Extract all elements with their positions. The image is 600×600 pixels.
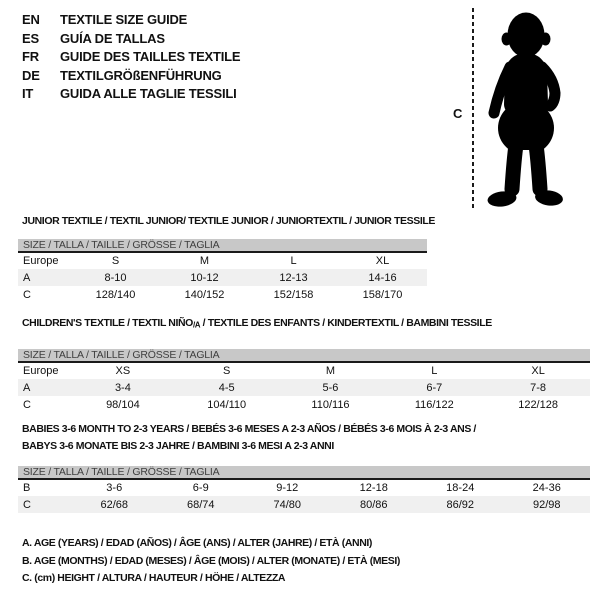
guide-title-de: TEXTILGRÖßENFÜHRUNG <box>60 67 222 83</box>
size-header-bar: SIZE / TALLA / TAILLE / GRÖSSE / TAGLIA <box>18 349 590 362</box>
row-label-cell: C <box>23 498 31 511</box>
row-label-cell: Europe <box>23 255 59 267</box>
size-cell: M <box>199 255 210 267</box>
size-cell: XS <box>115 365 131 377</box>
size-header-row <box>18 349 590 362</box>
language-code: IT <box>22 86 34 101</box>
language-row <box>22 30 240 49</box>
value-cell: 9-12 <box>276 482 299 494</box>
size-cell: S <box>223 365 231 377</box>
region-sizes-row <box>18 252 427 269</box>
value-cell: 10-12 <box>190 271 219 284</box>
size-header-row <box>18 466 590 479</box>
value-cell: 4-5 <box>218 381 235 394</box>
babies-title-line2: BABYS 3-6 MONATE BIS 2-3 JAHRE / BAMBINI 3-6 MESI A 2-3 ANNI <box>22 439 334 452</box>
value-cell: 92/98 <box>532 498 561 511</box>
value-cell: 12-13 <box>279 271 308 284</box>
value-cell: 74/80 <box>273 498 302 511</box>
value-cell: 6-9 <box>192 482 209 494</box>
height-marker-label: C <box>453 106 463 121</box>
children-size-table <box>18 349 590 413</box>
guide-title-en: TEXTILE SIZE GUIDE <box>60 12 188 27</box>
row-label-cell: B <box>23 482 31 494</box>
height-cm-row <box>18 496 590 513</box>
value-cell: 116/122 <box>414 398 454 411</box>
footnotes <box>22 535 400 588</box>
value-cell: 80/86 <box>359 498 388 511</box>
babies-title-line1: BABIES 3-6 MONTH TO 2-3 YEARS / BEBÉS 3-6 MESES A 2-3 AÑOS / BÉBÉS 3-6 MOIS À 2-3 ANS / <box>22 423 476 435</box>
size-cell: L <box>290 255 297 267</box>
value-cell: 62/68 <box>100 498 129 511</box>
language-row <box>22 48 240 67</box>
value-cell: 122/128 <box>518 398 558 411</box>
baby-silhouette-image <box>481 9 571 209</box>
height-cm-row <box>18 286 427 303</box>
language-code: DE <box>22 67 40 83</box>
children-title-text: CHILDREN'S TEXTILE / TEXTIL NIÑO <box>22 317 193 329</box>
children-title-subscript: /A <box>192 320 201 330</box>
value-cell: 3-6 <box>106 482 123 494</box>
height-cm-row <box>18 396 590 413</box>
age-years-row <box>18 269 427 286</box>
region-sizes-row <box>18 362 590 379</box>
value-cell: 98/104 <box>106 398 140 411</box>
height-dashed-line <box>472 8 474 209</box>
value-cell: 68/74 <box>186 498 215 511</box>
children-title-text: / TEXTILE DES ENFANTS / KINDERTEXTIL / BAMBINI TESSILE <box>200 317 492 329</box>
age-months-row <box>18 479 590 496</box>
junior-size-table <box>18 239 427 303</box>
guide-title-it: GUIDA ALLE TAGLIE TESSILI <box>60 86 237 101</box>
value-cell: 6-7 <box>426 381 443 394</box>
language-row <box>22 85 240 104</box>
size-cell: XL <box>375 255 390 267</box>
baby-height-figure <box>448 6 600 214</box>
size-header-bar: SIZE / TALLA / TAILLE / GRÖSSE / TAGLIA <box>18 466 590 479</box>
row-label-cell: A <box>23 381 31 394</box>
guide-title-es: GUÍA DE TALLAS <box>60 30 165 46</box>
footnote-b: B. AGE (MONTHS) / EDAD (MESES) / ÂGE (MOIS) / ALTER (MONATE) / ETÀ (MESI) <box>22 554 400 567</box>
language-list <box>22 11 240 104</box>
junior-section-title: JUNIOR TEXTILE / TEXTIL JUNIOR/ TEXTILE JUNIOR / JUNIORTEXTIL / JUNIOR TESSILE <box>22 215 435 227</box>
value-cell: 14-16 <box>368 271 397 284</box>
value-cell: 7-8 <box>530 381 547 394</box>
guide-title-fr: GUIDE DES TAILLES TEXTILE <box>60 49 241 64</box>
language-code: FR <box>22 49 39 64</box>
babies-size-table <box>18 466 590 513</box>
value-cell: 140/152 <box>184 288 225 301</box>
language-code: ES <box>22 30 39 46</box>
value-cell: 152/158 <box>273 288 314 301</box>
size-cell: XL <box>531 365 545 377</box>
footnote-a: A. AGE (YEARS) / EDAD (AÑOS) / ÂGE (ANS) / ALTER (JAHRE) / ETÀ (ANNI) <box>22 537 373 549</box>
size-header-row <box>18 239 427 252</box>
size-cell: L <box>431 365 438 377</box>
row-label-cell: Europe <box>23 365 59 377</box>
value-cell: 24-36 <box>532 482 561 494</box>
language-row <box>22 67 240 86</box>
row-label-cell: C <box>23 398 31 411</box>
value-cell: 12-18 <box>359 482 388 494</box>
language-code: EN <box>22 12 40 27</box>
value-cell: 86/92 <box>446 498 475 511</box>
footnote-c: C. (cm) HEIGHT / ALTURA / HAUTEUR / HÖHE / ALTEZZA <box>22 572 286 584</box>
age-years-row <box>18 379 590 396</box>
value-cell: 3-4 <box>114 381 131 394</box>
babies-section-title <box>22 421 582 454</box>
value-cell: 128/140 <box>95 288 136 301</box>
size-cell: M <box>325 365 336 377</box>
value-cell: 104/110 <box>207 398 247 411</box>
value-cell: 18-24 <box>446 482 475 494</box>
children-section-title <box>22 317 492 330</box>
value-cell: 5-6 <box>322 381 339 394</box>
language-row <box>22 11 240 30</box>
value-cell: 8-10 <box>104 271 127 284</box>
value-cell: 158/170 <box>362 288 403 301</box>
value-cell: 110/116 <box>311 398 350 411</box>
row-label-cell: A <box>23 271 31 284</box>
row-label-cell: C <box>23 288 31 301</box>
size-header-bar: SIZE / TALLA / TAILLE / GRÖSSE / TAGLIA <box>18 239 427 252</box>
size-cell: S <box>111 255 120 267</box>
